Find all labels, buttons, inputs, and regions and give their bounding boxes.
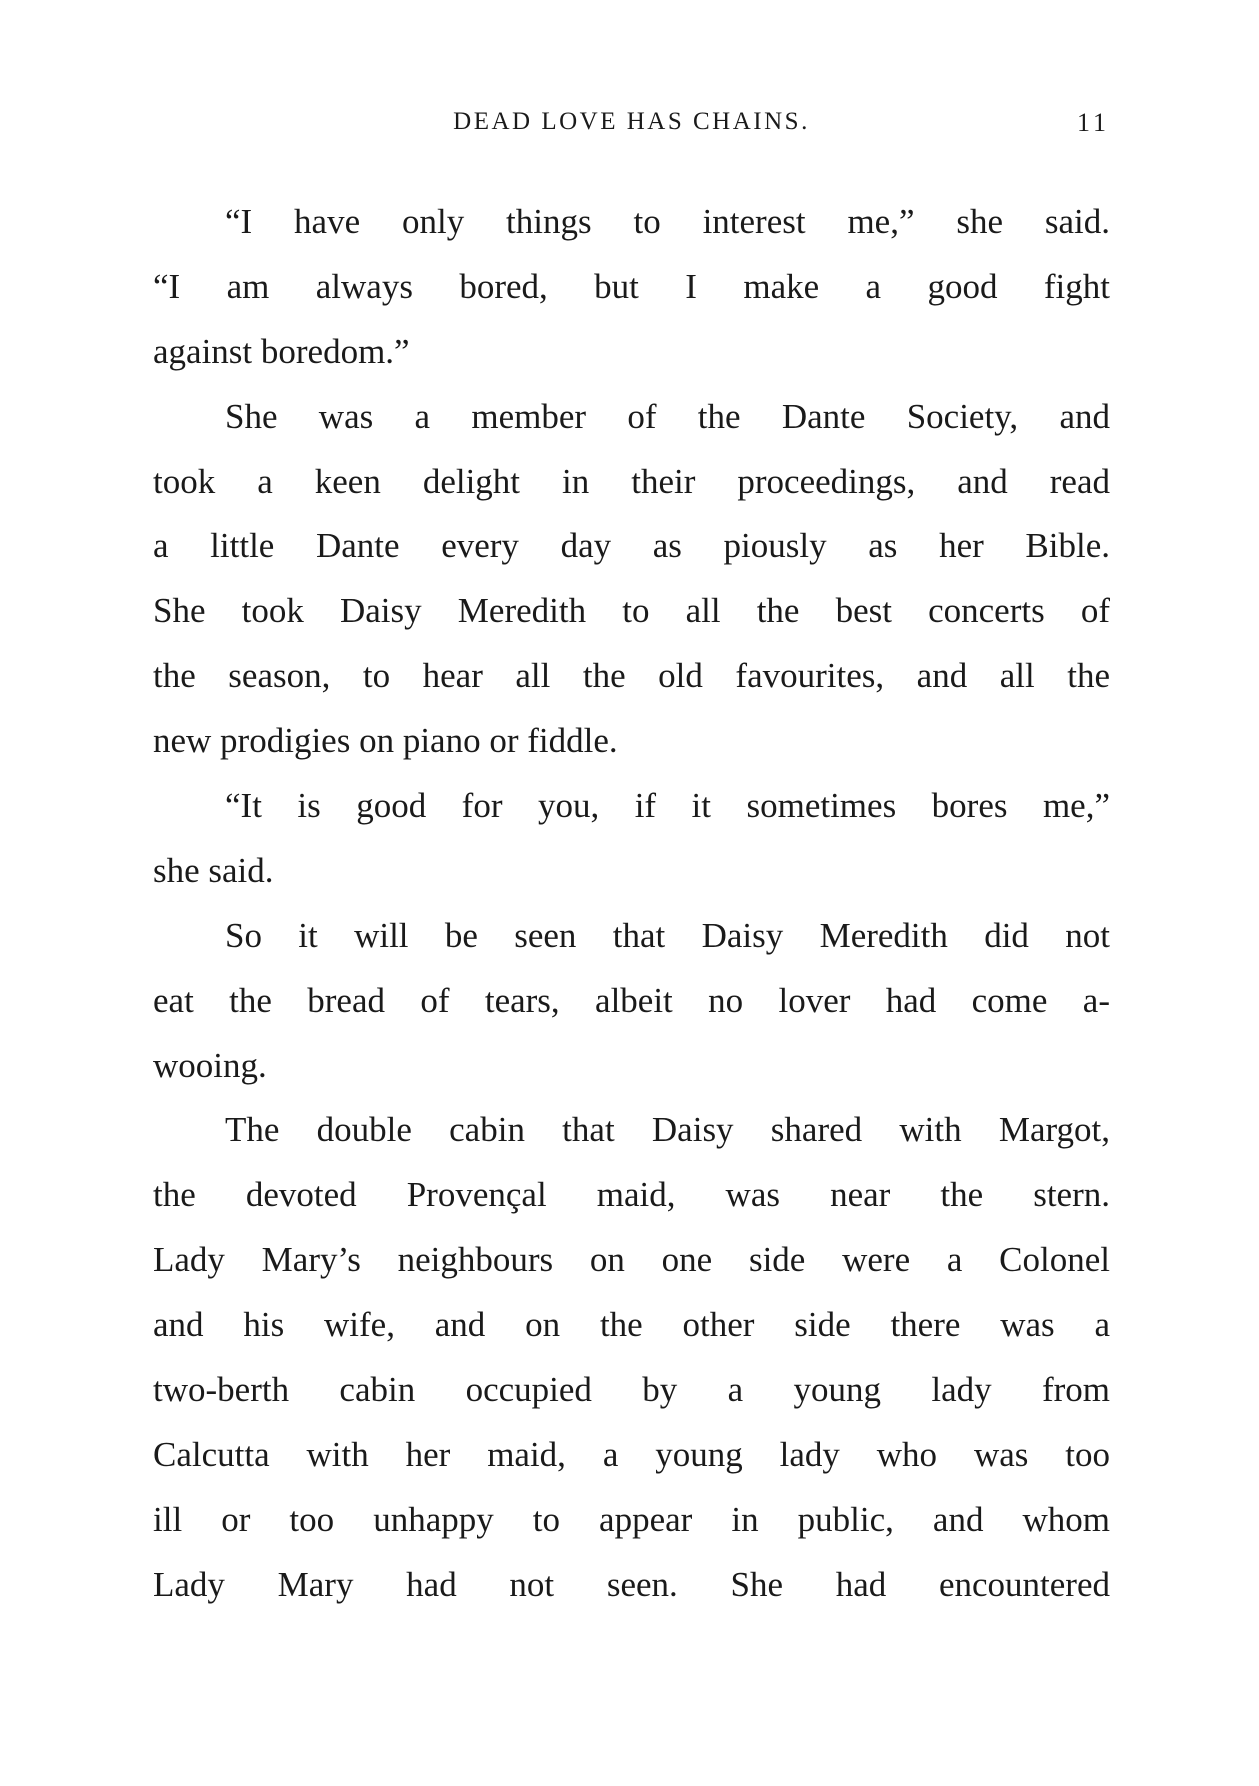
text-line: The double cabin that Daisy shared with Margot, [225,1110,1110,1150]
text-line: eat the bread of tears, albeit no lover had come a- [153,980,1110,1020]
text-line: She was a member of the Dante Society, and [225,396,1110,436]
text-line: “I have only things to interest me,” she said. [225,202,1110,241]
body-text [153,190,1110,1618]
text-line: wooing. [153,1045,267,1085]
text-line: She took Daisy Meredith to all the best concerts of [153,591,1110,631]
text-line: against boredom.” [153,331,410,371]
running-title: DEAD LOVE HAS CHAINS. [453,108,810,135]
text-line: the devoted Provençal maid, was near the stern. [153,1175,1110,1215]
text-line: “It is good for you, if it sometimes bores me,” [225,786,1110,826]
text-line: two-berth cabin occupied by a young lady from [153,1370,1110,1410]
text-line: ill or too unhappy to appear in public, and whom [153,1499,1110,1539]
text-line: she said. [153,850,274,890]
page-number: 11 [1076,108,1110,137]
text-line: and his wife, and on the other side there was a [153,1305,1110,1345]
text-line: Calcutta with her maid, a young lady who was too [153,1434,1110,1474]
text-line: So it will be seen that Daisy Meredith did not [225,915,1110,955]
text-line: Lady Mary had not seen. She had encountered [153,1564,1110,1604]
text-line: “I am always bored, but I make a good fight [153,266,1110,306]
running-head [153,108,1110,148]
text-line: new prodigies on piano or fiddle. [153,721,618,761]
text-line: took a keen delight in their proceedings, and read [153,461,1110,501]
text-line: Lady Mary’s neighbours on one side were a Colonel [153,1240,1110,1280]
text-line: the season, to hear all the old favourites, and all the [153,656,1110,696]
text-line: a little Dante every day as piously as her Bible. [153,526,1110,566]
